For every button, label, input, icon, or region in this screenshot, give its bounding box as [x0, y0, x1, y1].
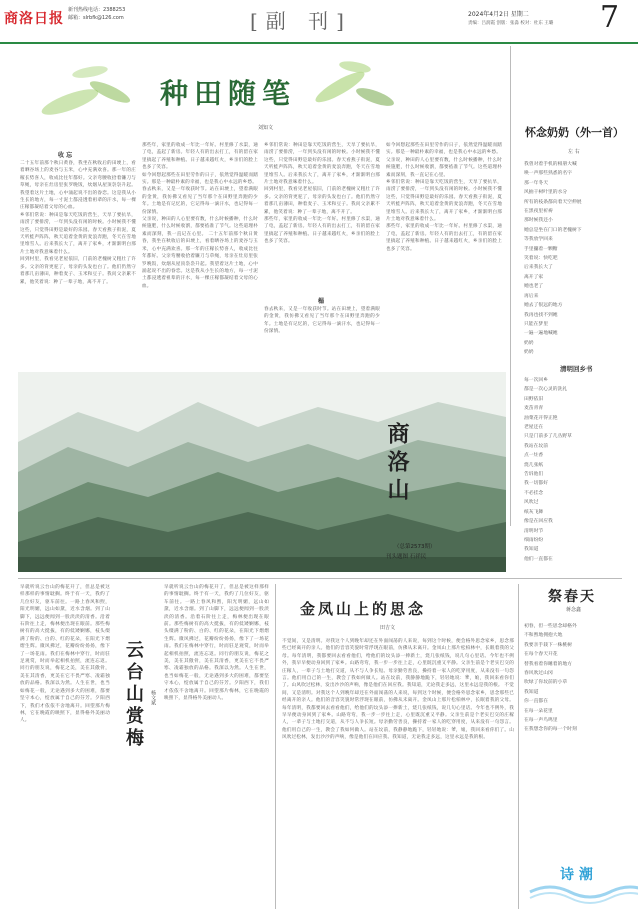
- article-paragraph: 春去秋来，又是一年收获时节。站在田埂上，望着满眼的金黄，我仿佛又看见了当年那个在田野里奔跑的少年。土地是有记忆的，它记得每一滴汗水，也记得每一份深情。: [264, 307, 380, 335]
- poem-title: 祭春天: [548, 589, 596, 605]
- section-subhead: 收 忘: [58, 152, 73, 159]
- article-paragraph: 春去秋来，又是一年收获时节。站在田埂上，望着满眼的金黄，我仿佛又看见了当年那个在田野里奔跑的少年。土地是有记忆的，它记得每一滴汗水，也记得每一份深情。: [142, 187, 258, 215]
- poem-author: 蒋念鑫: [566, 607, 582, 613]
- article-paragraph: 早就听说云台山的梅花开了，但总是被这样那样的事情耽搁。终于有一天，我约了几位好友，驱车前往。一路上春风和煦，阳光明媚，远山如黛，近水含烟。到了山脚下，远远便闻到一股淡淡的清香。沿着石阶往上走，梅林便出现在眼前。那些梅树有的高大挺拔，有的低矮婀娜，枝头缀满了粉的、白的、红的花朵，在阳光下熠熠生辉。微风拂过，花瓣纷纷扬扬，像下了一场花雨。我们在梅林中穿行，时而驻足观赏，时而举起相机拍照，流连忘返。同行的朋友说，梅花之美，美在其傲骨，美在其清香，更美在它不畏严寒、凌霜独放的品格。我深以为然。人生在世，也当如梅花一般，无论遇到多大的困难，都要坚守本心，绽放属于自己的芬芳。夕阳西下，我们才依依不舍地离开。回望那片梅林，它在晚霞的映照下，显得格外美丽动人。: [20, 585, 110, 724]
- article-paragraph: 回到村里，我看见老屋依旧，门前的老槐树又粗壮了许多。父亲的背更驼了，母亲的头发也白了。他们仍然守着那几亩薄田，种着麦子、玉米和豆子。我问父亲累不累，他笑着说：种了一辈子地，离不开了。: [20, 257, 136, 285]
- page-number: 7: [600, 0, 620, 35]
- editors-line: 责编：吕润霞 创版：张淼 校对：杜东 王璐: [468, 21, 554, 26]
- poem-body: 我曾对着手机的相册大喊 唤一声那些熟悉的名字 那一年冬天 风抽干树叶里的水分 所有的枝条都向着天空伸展 在黑夜里祈祷 那时候我还小 她总是坐在门口的老槐树下 等我放学回来 手里攥着一颗糖 笑着说：快吃吧 后来我长大了 离开了家 她也老了 再后来 她去了很远的地方 我再也找不到她 只能在梦里 一遍一遍地喊她 奶奶 奶奶: [524, 162, 582, 356]
- section-title: [副 刊]: [250, 9, 352, 33]
- photo-title: 商洛山: [384, 422, 410, 506]
- masthead: [0, 0, 638, 44]
- article-body-bottom: [282, 638, 514, 908]
- article-paragraph: 不觉间，又是清明。对我这个人到晚年却还在外面闯荡的人来说，每到这个时候，便会格外思念家乡，思念那些已经离开的亲人。他们的音容笑貌时常浮现在眼前，仿佛从未离开。金凤山上那片松柏林中，长眠着我的父母。每年清明，我都要回去看看他们，给他们的坟头添一捧新土，烧几张纸钱，说几句心里话。今年也不例外，我早早便动身回到了家乡。山路弯弯，我一步一步往上走，心里既沉重又平静。父亲生前是个老实巴交的庄稼人，一辈子与土地打交道，从不与人争长短。母亲勤劳善良，操持着一家人的吃穿用度，从来没有一句怨言。他们用自己的一生，教会了我如何做人。站在坟前，我静静地跪下，轻轻地说：爹，娘，我回来看你们了。山风吹过松林，发出沙沙的声响，像是他们在回应我。我知道，无论我走多远，这里永远是我的根。: [282, 639, 514, 689]
- article-paragraph: 乡邻们常说：种田是靠天吃饭的营生，天旱了要抗旱，雨涝了要排涝，一年到头没有闲的时候。小时候我不懂这些，只觉得田野是最好的乐园。春天看燕子衔泥，夏天听蛙声阵阵，秋天追着金黄的麦浪奔跑，冬天在雪地里堆雪人。后来我长大了，离开了家乡，才渐渐明白那片土地对我意味着什么。: [386, 180, 502, 223]
- article-body-col3: [264, 142, 380, 292]
- hotline-text: 新刊热线电话：2388253: [68, 7, 126, 13]
- article-author: 杨文斌: [150, 690, 156, 705]
- article-body-mid: [164, 584, 269, 910]
- article-title: 种田随笔: [160, 77, 297, 110]
- article-paragraph: 那些年，家里的收成一年比一年好。村里修了水渠，通了电，盖起了新房。年轻人有的出去打工，有的留在家里搞起了养殖和种植。日子越来越红火，乡亲们的脸上也多了笑容。: [142, 143, 258, 171]
- article-body-col1: [20, 160, 136, 368]
- article-title: 云台山赏梅: [123, 640, 144, 750]
- article-paragraph: 如今回想起那些在田里劳作的日子，依然觉得温暖而踏实。那是一种最朴素的幸福，也是我心中永远的乡愁。: [386, 143, 502, 156]
- photo-caption-issue: （总第2573期）: [394, 544, 436, 550]
- article-paragraph: 那些年，家里的收成一年比一年好。村里修了水渠，通了电，盖起了新房。年轻人有的出去打工，有的留在家里搞起了养殖和种植。日子越来越红火，乡亲们的脸上也多了笑容。: [386, 224, 502, 252]
- article-paragraph: 二十五年前那个秋日黄昏，我坐在秋收后的田埂上，看着晒谷场上的麦谷与玉米，心中充满欢喜。那一年的庄稼长势喜人，收成比往年都好。父亲弯腰收拾着镰刀与草绳，母亲在灶房里张罗晚饭，炊烟从屋顶袅袅升起。我望着这片土地，心中涌起说不出的眷恋。这是我从小生长的地方，每一寸泥土都浸透着祖辈的汗水，每一棵庄稼都凝结着父母的心血。: [142, 231, 258, 289]
- poem-body: 初春，但一些思念却格外 不和煦地拥抱大地 我要亲手栽下一株桃树 在每个春天开花 替我看着你睡着的地方 春风吹过山冈 吹绿了你坟前的小草 我知道 你一直都在 在每一朵花里 在每一声鸟鸣里 在我想念你的每一个时刻: [524, 624, 577, 733]
- poem-author: 左 右: [568, 149, 580, 155]
- article-paragraph: 乡邻们常说：种田是靠天吃饭的营生，天旱了要抗旱，雨涝了要排涝，一年到头没有闲的时候。小时候我不懂这些，只觉得田野是最好的乐园。春天看燕子衔泥，夏天听蛙声阵阵，秋天追着金黄的麦浪奔跑，冬天在雪地里堆雪人。后来我长大了，离开了家乡，才渐渐明白那片土地对我意味着什么。: [20, 212, 136, 255]
- article-body-left: [20, 584, 110, 910]
- contact-info: [68, 6, 125, 22]
- newspaper-logo: 商洛日报: [4, 11, 64, 27]
- article-paragraph: 那些年，家里的收成一年比一年好。村里修了水渠，通了电，盖起了新房。年轻人有的出去打工，有的留在家里搞起了养殖和种植。日子越来越红火，乡亲们的脸上也多了笑容。: [264, 217, 380, 245]
- article-paragraph: 回到村里，我看见老屋依旧，门前的老槐树又粗壮了许多。父亲的背更驼了，母亲的头发也白了。他们仍然守着那几亩薄田，种着麦子、玉米和豆子。我问父亲累不累，他笑着说：种了一辈子地，离不开了。: [264, 187, 380, 215]
- article-title-banner: [30, 52, 410, 122]
- section-subhead: 榻: [318, 298, 325, 305]
- photo-caption-credit: 刊头题图 石祥民: [386, 554, 427, 560]
- poem2-title: 清明回乡书: [560, 365, 593, 373]
- article-paragraph: 不觉间，又是清明。对我这个人到晚年却还在外面闯荡的人来说，每到这个时候，便会格外思念家乡，思念那些已经离开的亲人。他们的音容笑貌时常浮现在眼前，仿佛从未离开。金凤山上那片松柏林中，长眠着我的父母。每年清明，我都要回去看看他们，给他们的坟头添一捧新土，烧几张纸钱，说几句心里话。今年也不例外，我早早便动身回到了家乡。山路弯弯，我一步一步往上走，心里既沉重又平静。父亲生前是个老实巴交的庄稼人，一辈子与土地打交道，从不与人争长短。母亲勤劳善良，操持着一家人的吃穿用度，从来没有一句怨言。他们用自己的一生，教会了我如何做人。站在坟前，我静静地跪下，轻轻地说：爹，娘，我回来看你们了。山风吹过松林，发出沙沙的声响，像是他们在回应我。我知道，无论我走多远，这里永远是我的根。: [282, 683, 514, 741]
- mountain-photo: [18, 372, 506, 572]
- poem-title: 怀念奶奶（外一首）: [525, 126, 624, 139]
- issue-date: 2024年4月2日 星期二: [468, 11, 529, 18]
- article-author: 刘知文: [258, 125, 274, 131]
- poetry-badge-text: 诗 潮: [560, 867, 593, 883]
- poem2-body: 每一次回乡 都是一次心灵的洗礼 田野依旧 麦苗青青 油菜花开得正艳 老屋还在 只是门前多了几丛野草 我站在坟前 点一炷香 烧几张纸 告诉他们 我一切都好 不必挂念 风吹过 纸灰飞舞 像是在回应我 清明时节 细雨纷纷 我知道 他们一直都在: [524, 378, 572, 562]
- article-title: 金凤山上的思念: [300, 600, 427, 618]
- column-divider: [510, 46, 511, 526]
- article-paragraph: 乡邻们常说：种田是靠天吃饭的营生，天旱了要抗旱，雨涝了要排涝，一年到头没有闲的时候。小时候我不懂这些，只觉得田野是最好的乐园。春天看燕子衔泥，夏天听蛙声阵阵，秋天追着金黄的麦浪奔跑，冬天在雪地里堆雪人。后来我长大了，离开了家乡，才渐渐明白那片土地对我意味着什么。: [264, 143, 380, 186]
- article-paragraph: 早就听说云台山的梅花开了，但总是被这样那样的事情耽搁。终于有一天，我约了几位好友，驱车前往。一路上春风和煦，阳光明媚，远山如黛，近水含烟。到了山脚下，远远便闻到一股淡淡的清香。沿着石阶往上走，梅林便出现在眼前。那些梅树有的高大挺拔，有的低矮婀娜，枝头缀满了粉的、白的、红的花朵，在阳光下熠熠生辉。微风拂过，花瓣纷纷扬扬，像下了一场花雨。我们在梅林中穿行，时而驻足观赏，时而举起相机拍照，流连忘返。同行的朋友说，梅花之美，美在其傲骨，美在其清香，更美在它不畏严寒、凌霜独放的品格。我深以为然。人生在世，也当如梅花一般，无论遇到多大的困难，都要坚守本心，绽放属于自己的芬芳。夕阳西下，我们才依依不舍地离开。回望那片梅林，它在晚霞的映照下，显得格外美丽动人。: [164, 585, 269, 702]
- column-divider: [275, 584, 276, 909]
- article-body-col4: [386, 142, 502, 368]
- horizontal-divider: [18, 578, 622, 579]
- article-body-col2: [142, 142, 258, 368]
- poetry-badge: [530, 852, 630, 902]
- article-paragraph: 二十五年前那个秋日黄昏，我坐在秋收后的田埂上，看着晒谷场上的麦谷与玉米，心中充满欢喜。那一年的庄稼长势喜人，收成比往年都好。父亲弯腰收拾着镰刀与草绳，母亲在灶房里张罗晚饭，炊烟从屋顶袅袅升起。我望着这片土地，心中涌起说不出的眷恋。这是我从小生长的地方，每一寸泥土都浸透着祖辈的汗水，每一棵庄稼都凝结着父母的心血。: [20, 161, 136, 211]
- article-body-col3b: [264, 306, 380, 368]
- column-divider: [518, 584, 519, 909]
- article-paragraph: 如今回想起那些在田里劳作的日子，依然觉得温暖而踏实。那是一种最朴素的幸福，也是我心中永远的乡愁。: [142, 172, 258, 186]
- article-paragraph: 父亲说，种田的人心里要有数，什么时候播种，什么时候施肥，什么时候收割，都要掐准了节气。这些道理朴素而深刻，我一直记在心里。: [142, 217, 258, 237]
- article-author: 田吉文: [380, 625, 396, 631]
- email-text: 邮箱：slrbfk@126.com: [68, 15, 124, 21]
- article-paragraph: 父亲说，种田的人心里要有数，什么时候播种，什么时候施肥，什么时候收割，都要掐准了节气。这些道理朴素而深刻，我一直记在心里。: [386, 157, 502, 178]
